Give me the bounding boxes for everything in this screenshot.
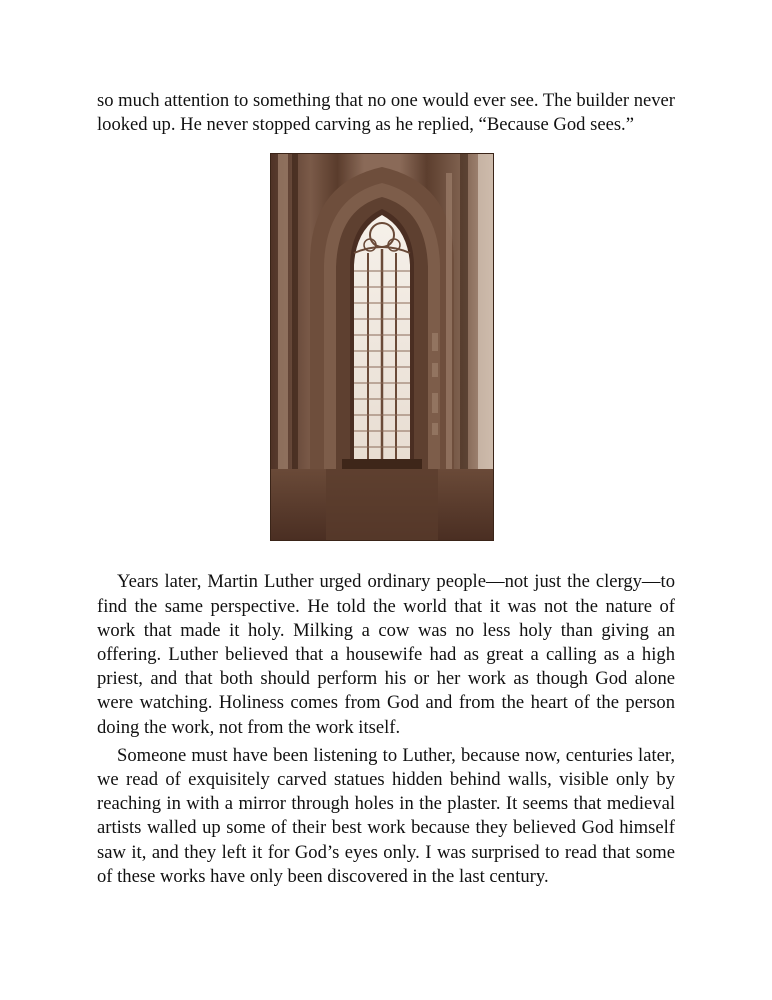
page-content xyxy=(97,89,675,889)
paragraph-luther: Years later, Martin Luther urged ordinary people—not just the clergy—to find the same perspective. He told the world that it was not the nature of work that made it holy. Milking a cow was no less holy than giving an offering. Luther believed that a housewife had as great a calling as a high priest, and that both should perform his or her work as though God alone were watching. Holiness comes from God and from the heart of the person doing the work, not from the work itself. xyxy=(97,571,675,738)
gothic-window-photo xyxy=(270,153,494,541)
paragraph-intro: so much attention to something that no one would ever see. The builder never looked up. He never stopped carving as he replied, “Because God sees.” xyxy=(97,90,675,136)
paragraph-hidden-statues: Someone must have been listening to Luther, because now, centuries later, we read of exquisitely carved statues hidden behind walls, visible only by reaching in with a mirror through holes in the plaster. It seems that medieval artists walled up some of their best work because they believed God himself saw it, and they left it for God’s eyes only. I was surprised to read that some of these works have only been discovered in the last century. xyxy=(97,744,675,887)
gothic-window-illustration xyxy=(270,153,494,541)
